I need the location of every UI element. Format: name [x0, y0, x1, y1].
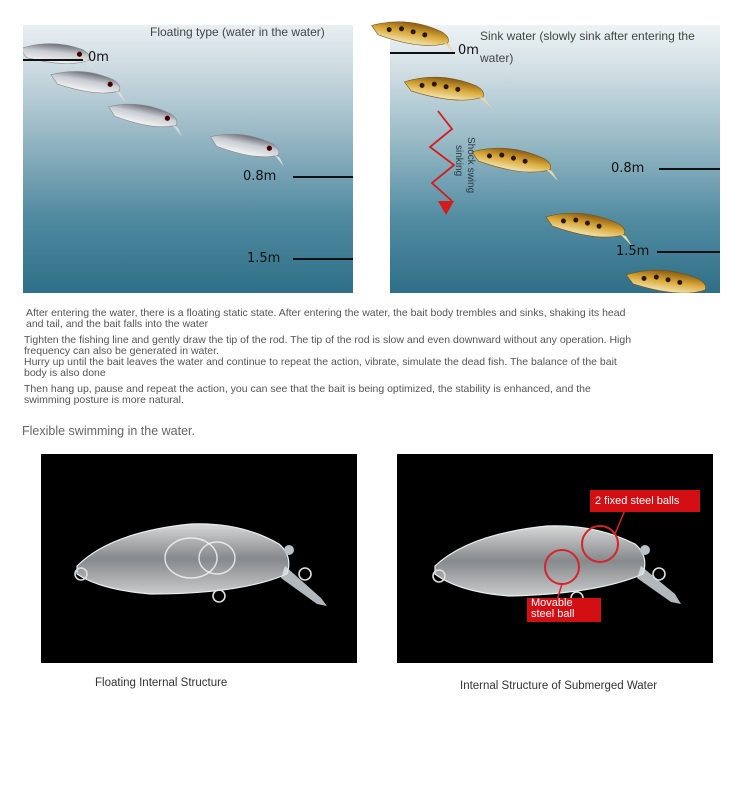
- sink-water-title: Sink water (slowly sink after entering the water): [480, 29, 695, 65]
- left-depth-1.5m: 1.5m: [247, 251, 281, 266]
- floating-lure-4: [208, 128, 289, 167]
- left-depth-0.8m: 0.8m: [243, 169, 277, 184]
- movable-steel-ball-label: Movable steel ball: [527, 598, 601, 622]
- fixed-steel-balls-label: 2 fixed steel balls: [590, 490, 700, 512]
- sinking-arrow-head: [438, 201, 454, 215]
- floating-lure-3: [106, 98, 187, 137]
- submerged-internal-structure-caption: Internal Structure of Submerged Water: [460, 680, 658, 692]
- sinking-lure-3: [469, 142, 562, 181]
- right-depth-0.8m: 0.8m: [611, 161, 645, 176]
- floating-clear-lure-graphic: [41, 454, 357, 663]
- depth-line-15m-right: [657, 251, 720, 253]
- floating-lure-1: [23, 40, 98, 71]
- depth-line-08m-left: [293, 176, 353, 178]
- description-line-8: swimming posture is more natural.: [24, 394, 184, 406]
- floating-lure-2: [48, 66, 129, 102]
- sinking-label: sinking: [453, 145, 464, 177]
- description-line-1: After entering the water, there is a floating static state. After entering the water, the bait body trembles and sinks, shaking its head: [26, 307, 626, 319]
- shock-swing-path: [430, 111, 454, 201]
- description-line-5: Hurry up until the bait leaves the water and continue to repeat the action, vibrate, simulate the dead fish. The balance of the bait: [24, 356, 617, 368]
- sinking-lure-4: [543, 207, 636, 246]
- depth-line-15m-left: [293, 258, 353, 260]
- description-line-7: Then hang up, pause and repeat the action, you can see that the bait is being optimized, the stability is enhanced, and the: [24, 383, 591, 395]
- depth-line-0m-left: [23, 59, 83, 61]
- flexible-swimming-text: Flexible swimming in the water.: [22, 424, 195, 438]
- floating-lures-graphic: [23, 25, 353, 293]
- sinking-lure-5: [625, 265, 707, 293]
- depth-line-0m-right: [390, 52, 455, 54]
- floating-structure-photo: [41, 454, 357, 663]
- description-line-4: frequency can also be generated in water.: [24, 345, 219, 357]
- floating-internal-structure-caption: Floating Internal Structure: [95, 677, 228, 689]
- floating-type-title: Floating type (water in the water): [150, 25, 325, 39]
- submerged-structure-photo: [397, 454, 713, 663]
- description-line-6: body is also done: [24, 367, 106, 379]
- depth-line-08m-right: [659, 168, 720, 170]
- submerged-clear-lure-graphic: [397, 454, 713, 663]
- right-depth-1.5m: 1.5m: [616, 244, 650, 259]
- shock-swing-label: Shock swing: [465, 137, 476, 194]
- floating-water-panel: [23, 25, 353, 293]
- description-line-3: Tighten the fishing line and gently draw the tip of the rod. The tip of the rod is slow and even downward without any operation. High: [24, 334, 632, 346]
- right-depth-0m: 0m: [458, 43, 479, 58]
- description-line-2: and tail, and the bait falls into the water: [26, 318, 209, 330]
- left-depth-0m: 0m: [88, 50, 109, 65]
- sinking-lure-2: [402, 72, 494, 108]
